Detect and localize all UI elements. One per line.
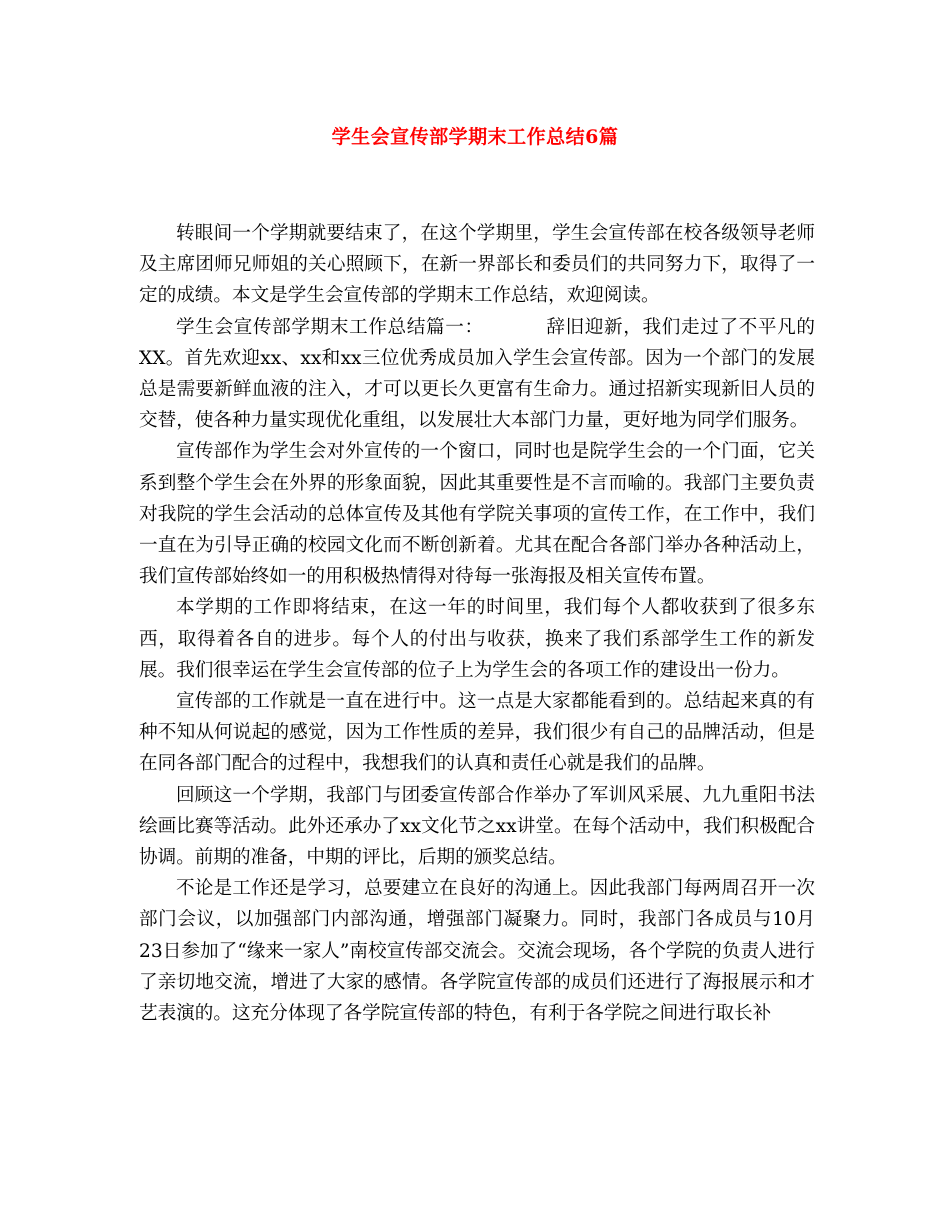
paragraph-ongoing-work: 宣传部的工作就是一直在进行中。这一点是大家都能看到的。总结起来真的有种不知从何说起的感觉，因为工作性质的差异，我们很少有自己的品牌活动，但是在同各部门配合的过程中，我想我们的认真和责任心就是我们的品牌。 [139,691,815,775]
section-heading: 学生会宣传部学期末工作总结篇一： [176,316,484,338]
paragraph-semester-end: 本学期的工作即将结束，在这一年的时间里，我们每个人都收获到了很多东西，取得着各自的进步。每个人的付出与收获，换来了我们系部学生工作的新发展。我们很幸运在学生会宣传部的位子上为学生会的各项工作的建设出一份力。 [139,597,815,681]
paragraph-communication: 不论是工作还是学习，总要建立在良好的沟通上。因此我部门每两周召开一次部门会议，以加强部门内部沟通，增强部门凝聚力。同时，我部门各成员与10月23日参加了“缘来一家人”南校宣传部交流会。交流会现场，各个学院的负责人进行了亲切地交流，增进了大家的感情。各学院宣传部的成员们还进行了海报展示和才艺表演的。这充分体现了各学院宣传部的特色，有利于各学院之间进行取长补 [139,878,815,1025]
paragraph-intro: 转眼间一个学期就要结束了，在这个学期里，学生会宣传部在校各级领导老师及主席团师兄师姐的关心照顾下，在新一界部长和委员们的共同努力下，取得了一定的成绩。本文是学生会宣传部的学期末工作总结，欢迎阅读。 [139,223,815,307]
document-title: 学生会宣传部学期末工作总结6篇 [331,126,619,148]
document-body [139,218,815,1029]
section-one-text: 辞旧迎新，我们走过了不平凡的XX。首先欢迎xx、xx和xx三位优秀成员加入学生会宣传部。因为一个部门的发展总是需要新鲜血液的注入，才可以更长久更富有生命力。通过招新实现新旧人员的交替，使各种力量实现优化重组，以发展壮大本部门力量，更好地为同学们服务。 [139,316,815,432]
paragraph-review: 回顾这一个学期，我部门与团委宣传部合作举办了军训风采展、九九重阳书法绘画比赛等活动。此外还承办了xx文化节之xx讲堂。在每个活动中，我们积极配合协调。前期的准备，中期的评比，后期的颁奖总结。 [139,784,815,869]
paragraph-publicity-window: 宣传部作为学生会对外宣传的一个窗口，同时也是院学生会的一个门面，它关系到整个学生会在外界的形象面貌，因此其重要性是不言而喻的。我部门主要负责对我院的学生会活动的总体宣传及其他有学院关事项的宣传工作，在工作中，我们一直在为引导正确的校园文化而不断创新着。尤其在配合各部门举办各种活动上，我们宣传部始终如一的用积极热情得对待每一张海报及相关宣传布置。 [139,441,815,588]
paragraph-section-one [139,312,815,437]
